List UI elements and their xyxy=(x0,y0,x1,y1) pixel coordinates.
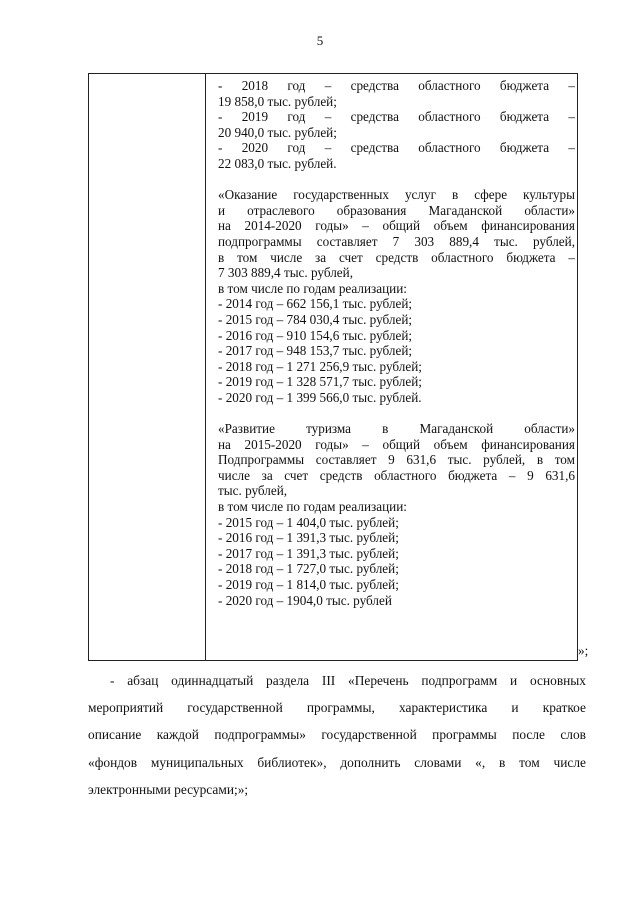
funding-line: 20 940,0 тыс. рублей; xyxy=(218,124,337,140)
closing-quote-mark: »; xyxy=(578,643,589,658)
funding-line: - 2020 год – 1904,0 тыс. рублей xyxy=(218,592,392,608)
funding-line: в том числе по годам реализации: xyxy=(218,499,407,515)
funding-line: - 2020 год – 1 399 566,0 тыс. рублей. xyxy=(218,389,422,405)
funding-line: на 2014-2020 годы» – общий объем финансирования xyxy=(218,218,575,234)
page-number: 5 xyxy=(316,33,324,48)
funding-line: «Развитие туризма в Магаданской области» xyxy=(218,421,575,437)
table-column-divider xyxy=(205,74,206,660)
funding-table xyxy=(88,73,578,661)
funding-line: в том числе по годам реализации: xyxy=(218,280,407,296)
funding-line: - 2016 год – 1 391,3 тыс. рублей; xyxy=(218,530,399,546)
paragraph-line: «фондов муниципальных библиотек», дополнить словами «, в том числе xyxy=(88,754,586,770)
funding-line: 7 303 889,4 тыс. рублей, xyxy=(218,265,354,281)
funding-cell-text xyxy=(218,78,575,608)
funding-line: - 2015 год – 1 404,0 тыс. рублей; xyxy=(218,514,399,530)
funding-line: - 2015 год – 784 030,4 тыс. рублей; xyxy=(218,311,413,327)
funding-line: - 2017 год – 948 153,7 тыс. рублей; xyxy=(218,343,413,359)
funding-line: - 2016 год – 910 154,6 тыс. рублей; xyxy=(218,327,413,343)
paragraph-line: описание каждой подпрограммы» государственной программы после слов xyxy=(88,727,586,743)
funding-line: 22 083,0 тыс. рублей. xyxy=(218,155,337,171)
blank-line xyxy=(218,405,575,421)
funding-line: «Оказание государственных услуг в сфере культуры xyxy=(218,187,575,203)
funding-line: подпрограммы составляет 7 303 889,4 тыс. рублей, xyxy=(218,233,575,249)
funding-line: - 2019 год – средства областного бюджета – xyxy=(218,109,575,125)
funding-line: числе за счет средств областного бюджета – 9 631,6 xyxy=(218,467,575,483)
funding-line: - 2019 год – 1 814,0 тыс. рублей; xyxy=(218,577,399,592)
blank-line xyxy=(218,172,575,188)
funding-line: - 2018 год – 1 271 256,9 тыс. рублей; xyxy=(218,358,422,374)
funding-line: - 2019 год – 1 328 571,7 тыс. рублей; xyxy=(218,374,422,390)
funding-line: в том числе за счет средств областного бюджета – xyxy=(218,249,575,265)
funding-line: Подпрограммы составляет 9 631,6 тыс. рублей, в том xyxy=(218,452,575,468)
funding-line: - 2018 год – 1 727,0 тыс. рублей; xyxy=(218,561,399,577)
funding-line: - 2014 год – 662 156,1 тыс. рублей; xyxy=(218,296,413,312)
funding-line: - 2018 год – средства областного бюджета – xyxy=(218,78,575,93)
amendment-paragraph xyxy=(88,667,586,803)
paragraph-line: электронными ресурсами;»; xyxy=(88,781,249,797)
funding-line: - 2017 год – 1 391,3 тыс. рублей; xyxy=(218,545,399,561)
funding-line: 19 858,0 тыс. рублей; xyxy=(218,93,337,109)
paragraph-line: мероприятий государственной программы, характеристика и краткое xyxy=(88,700,586,716)
funding-line: на 2015-2020 годы» – общий объем финансирования xyxy=(218,436,575,452)
funding-line: и отраслевого образования Магаданской области» xyxy=(218,202,575,218)
paragraph-line: - абзац одиннадцатый раздела III «Перечень подпрограмм и основных xyxy=(110,673,586,688)
funding-line: - 2020 год – средства областного бюджета – xyxy=(218,140,575,156)
funding-line: тыс. рублей, xyxy=(218,483,288,499)
